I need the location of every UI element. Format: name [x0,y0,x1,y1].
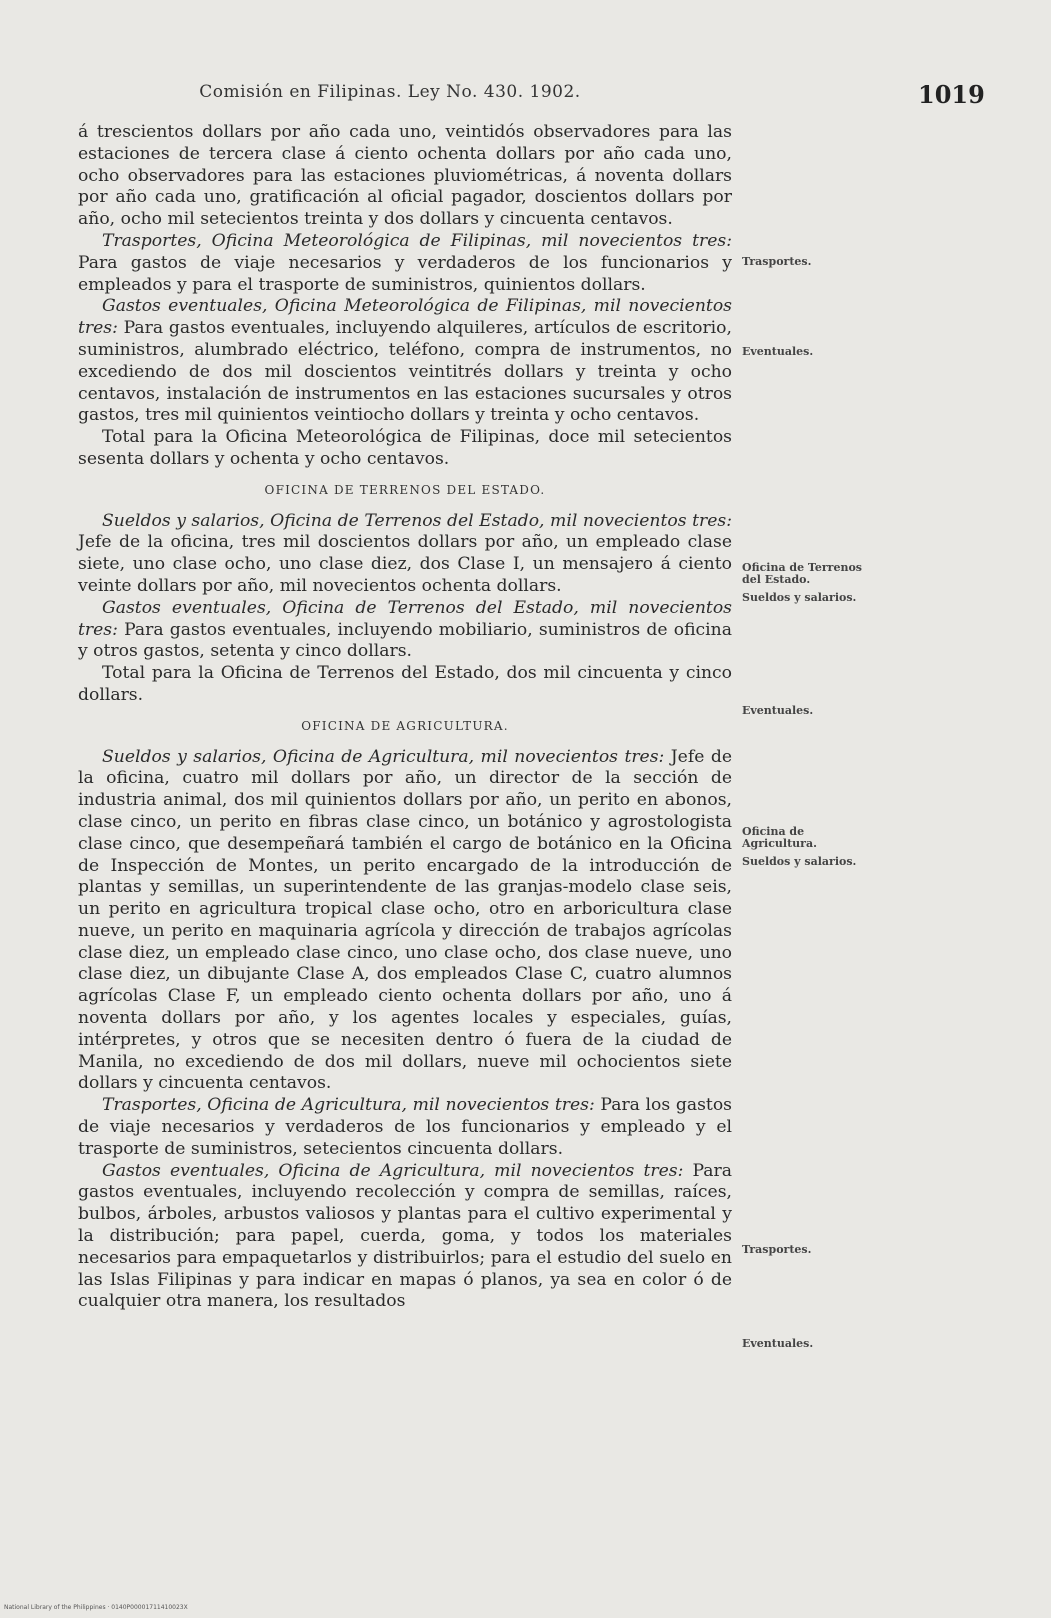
paragraph-5 [78,511,732,598]
paragraph-9 [78,1095,732,1160]
section-heading-agricultura: OFICINA DE AGRICULTURA. [301,718,509,733]
paragraph-7: Total para la Oficina de Terrenos del Estado, dos mil cincuenta y cinco dollars. [78,663,732,705]
paragraph-3 [78,296,732,427]
paragraph-4: Total para la Oficina Meteorológica de Filipinas, doce mil setecientos sesenta dollars y ochenta y ocho centavos. [78,427,732,469]
paragraph-2 [78,231,732,296]
margin-note-trasportes-1: Trasportes. [742,255,812,268]
margin-note-eventuales-2: Eventuales. [742,704,814,717]
paragraph-5-title: Sueldos y salarios, Oficina de Terrenos del Estado, mil novecientos tres: [102,510,732,531]
paragraph-6 [78,598,732,663]
footer-credit: National Library of the Philippines · 0140P00001711410023X [4,1604,188,1611]
paragraph-8 [78,747,732,1096]
body-text [78,122,732,1313]
paragraph-9-title: Trasportes, Oficina de Agricultura, mil novecientos tres: [102,1095,595,1116]
paragraph-2-text: Para gastos de viaje necesarios y verdaderos de los funcionarios y empleados y para el trasporte de suministros, quinientos dollars. [78,252,732,295]
margin-note-eventuales-3: Eventuales. [742,1337,814,1350]
paragraph-9-text: Para los gastos de viaje necesarios y verdaderos de los funcionarios y empleado y el trasporte de suministros, setecientos cincuenta dollars. [78,1095,732,1159]
paragraph-8-text: Jefe de la oficina, cuatro mil dollars por año, un director de la sección de industria animal, dos mil quinientos dollars por año, un perito en abonos, clase cinco, un perito en fibras clase cinco, un botánico y agrostologista clase cinco, que desempeñará también el cargo de botánico en la Oficina de Inspección de Montes, un perito encargado de la introducción de plantas y semillas, un superintendente de las granjas-modelo clase seis, un perito en agricultura tropical clase ocho, otro en arboricultura clase nueve, un perito en maquinaria agrícola y dirección de trabajos agrícolas clase diez, un empleado clase cinco, uno clase ocho, dos clase nueve, uno clase diez, un dibujante Clase A, dos empleados Clase C, cuatro alumnos agrícolas Clase F, un empleado ciento ochenta dollars por año, uno á noventa dollars por año, y los agentes locales y especiales, guías, intérpretes, y otros que se necesiten dentro ó fuera de la ciudad de Manila, no excediendo de dos mil dollars, nueve mil ochocientos siete dollars y cincuenta centavos. [78,746,732,1094]
paragraph-10-text: Para gastos eventuales, incluyendo recolección y compra de semillas, raíces, bulbos, árboles, arbustos valiosos y plantas para el cultivo experimental y la distribución; para papel, cuerda, goma, y todos los materiales necesarios para empaquetarlos y distribuirlos; para el estudio del suelo en las Islas Filipinas y para indicar en mapas ó planos, ya sea en color ó de cualquier otra manera, los resultados [78,1160,733,1312]
margin-note-sueldos-1: Sueldos y salarios. [742,591,857,604]
paragraph-10-title: Gastos eventuales, Oficina de Agricultura, mil novecientos tres: [102,1160,684,1181]
margin-note-agricultura: Oficina de Agricultura. [742,825,817,850]
paragraph-10 [78,1161,732,1314]
section-heading-terrenos: OFICINA DE TERRENOS DEL ESTADO. [264,482,546,497]
margin-note-trasportes-2: Trasportes. [742,1243,812,1256]
paragraph-1: á trescientos dollars por año cada uno, veintidós observadores para las estaciones de tercera clase á ciento ochenta dollars por año cada uno, ocho observadores para las estaciones pluviométricas, á noventa dollars por año cada uno, gratificación al oficial pagador, doscientos dollars por año, ocho mil setecientos treinta y dos dollars y cincuenta centavos. [78,122,732,230]
margin-note-terrenos: Oficina de Terrenos del Estado. [742,561,862,586]
paragraph-6-title: Gastos eventuales, Oficina de Terrenos del Estado, mil novecientos tres: [78,597,732,640]
margin-note-eventuales-1: Eventuales. [742,345,814,358]
margin-note-sueldos-2: Sueldos y salarios. [742,855,857,868]
paragraph-3-text: Para gastos eventuales, incluyendo alquileres, artículos de escritorio, suministros, alumbrado eléctrico, teléfono, compra de instrumentos, no excediendo de dos mil doscientos veintitrés dollars y treinta y ocho centavos, instalación de instrumentos en las estaciones sucursales y otros gastos, tres mil quinientos veintiocho dollars y treinta y ocho centavos. [78,318,732,426]
paragraph-5-text: Jefe de la oficina, tres mil doscientos dollars por año, un empleado clase siete, uno clase ocho, uno clase diez, dos Clase I, un mensajero á ciento veinte dollars por año, mil novecientos ochenta dollars. [78,532,732,596]
paragraph-6-text: Para gastos eventuales, incluyendo mobiliario, suministros de oficina y otros gastos, setenta y cinco dollars. [78,619,732,662]
paragraph-3-title: Gastos eventuales, Oficina Meteorológica de Filipinas, mil novecientos tres: [78,296,732,339]
running-head: Comisión en Filipinas. Ley No. 430. 1902. [199,82,581,102]
paragraph-8-title: Sueldos y salarios, Oficina de Agricultura, mil novecientos tres: [102,746,665,767]
paragraph-2-title: Trasportes, Oficina Meteorológica de Filipinas, mil novecientos tres: [102,230,732,251]
page-number: 1019 [918,80,985,109]
